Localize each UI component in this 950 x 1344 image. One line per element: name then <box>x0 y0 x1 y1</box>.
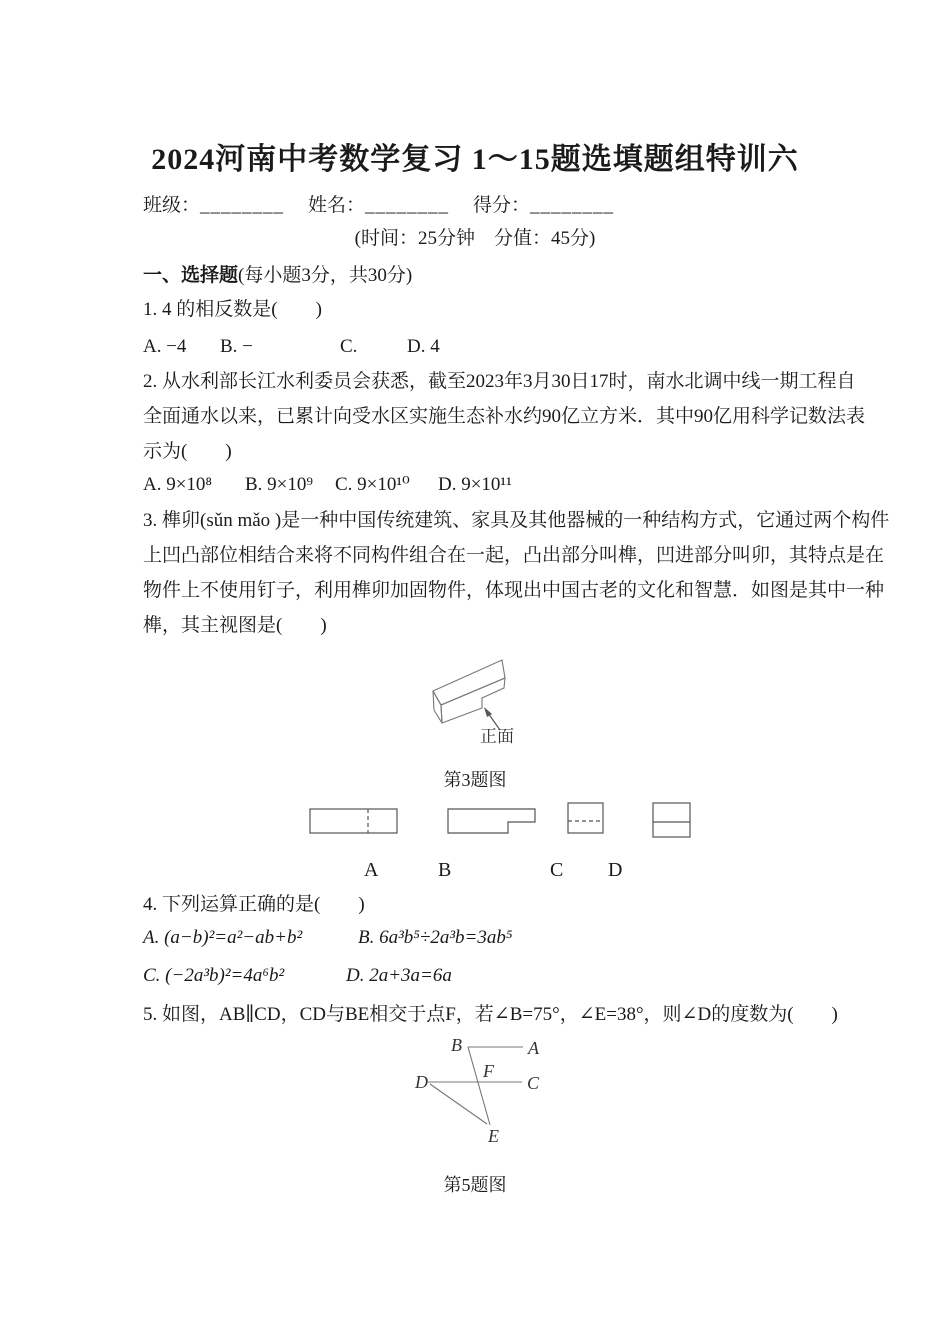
student-info-row <box>143 195 614 217</box>
question-3-line-3: 物件上不使用钉子，利用榫卯加固物件，体现出中国古老的文化和智慧．如图是其中一种 <box>143 580 885 601</box>
score-field-label: 得分： <box>473 195 531 216</box>
q4-option-c: C. (−2a³b)²=4a⁶b² <box>143 965 285 986</box>
question-5-stem: 5. 如图，AB∥CD，CD与BE相交于点F，若∠B=75°，∠E=38°，则∠D的度数为( ) <box>143 1004 838 1025</box>
q4-option-d: D. 2a+3a=6a <box>346 965 452 986</box>
point-label-a: A <box>528 1038 539 1058</box>
q4-option-b: B. 6a³b⁵÷2a³b=3ab⁵ <box>358 927 513 948</box>
point-label-c: C <box>527 1073 540 1093</box>
question-3-line-1: 3. 榫卯(sǔn mǎo )是一种中国传统建筑、家具及其他器械的一种结构方式，它通过两个构件 <box>143 510 890 531</box>
q1-option-a: A. −4 <box>143 336 187 357</box>
q4-option-a: A. (a−b)²=a²−ab+b² <box>143 927 303 948</box>
page-title: 2024河南中考数学复习 1～15题选填题组特训六 <box>151 143 799 176</box>
tenon-block-outline <box>433 660 505 723</box>
q2-option-b: B. 9×10⁹ <box>245 474 314 495</box>
figure-5-caption: 第5题图 <box>443 1175 507 1195</box>
question-2-line-3: 示为( ) <box>143 441 232 462</box>
geometry-lines <box>428 1047 523 1125</box>
option-c-view <box>568 803 603 833</box>
question-3-line-2: 上凹凸部位相结合来将不同构件组合在一起，凸出部分叫榫，凹进部分叫卯，其特点是在 <box>143 545 885 566</box>
tenon-3d-figure <box>418 650 550 748</box>
class-field <box>143 195 284 217</box>
point-label-b: B <box>451 1035 462 1055</box>
exam-meta-line: (时间：25分钟 分值：45分) <box>354 228 596 249</box>
q2-option-a: A. 9×10⁸ <box>143 474 213 495</box>
score-field <box>473 195 614 217</box>
q3-option-letter-a: A <box>364 859 379 881</box>
name-field <box>308 195 449 217</box>
question-3-line-4: 榫，其主视图是( ) <box>143 615 327 636</box>
q1-option-d: D. 4 <box>407 336 440 357</box>
q1-option-c: C. <box>340 336 358 357</box>
question-2-line-2: 全面通水以来，已累计向受水区实施生态补水约90亿立方米．其中90亿用科学记数法表 <box>143 406 866 427</box>
option-b-view <box>448 809 535 833</box>
q2-option-c: C. 9×10¹⁰ <box>335 474 410 495</box>
question-2-line-1: 2. 从水利部长江水利委员会获悉，截至2023年3月30日17时，南水北调中线一期工程自 <box>143 371 856 392</box>
section-heading <box>143 265 412 287</box>
option-d-view <box>653 803 690 837</box>
point-label-d: D <box>415 1072 428 1092</box>
section-heading-title: 一、选择题 <box>143 265 239 286</box>
figure-3-caption: 第3题图 <box>443 770 507 790</box>
q2-option-d: D. 9×10¹¹ <box>438 474 512 495</box>
front-face-label: 正面 <box>480 727 514 746</box>
point-label-e: E <box>488 1126 499 1146</box>
class-field-blank: ________ <box>200 195 285 216</box>
q3-option-letter-c: C <box>550 859 564 881</box>
point-label-f: F <box>483 1061 494 1081</box>
q1-option-b: B. − <box>220 336 253 357</box>
option-a-view <box>310 809 397 833</box>
section-heading-note: (每小题3分，共30分) <box>238 265 413 286</box>
score-field-blank: ________ <box>530 195 615 216</box>
view-options-figure <box>300 800 700 845</box>
q3-option-letter-b: B <box>438 859 452 881</box>
class-field-label: 班级： <box>143 195 201 216</box>
parallel-lines-figure <box>405 1032 555 1147</box>
question-1-stem: 1. 4 的相反数是( ) <box>143 299 322 320</box>
name-field-label: 姓名： <box>308 195 366 216</box>
q3-option-letter-d: D <box>608 859 623 881</box>
name-field-blank: ________ <box>365 195 450 216</box>
question-4-stem: 4. 下列运算正确的是( ) <box>143 894 365 915</box>
